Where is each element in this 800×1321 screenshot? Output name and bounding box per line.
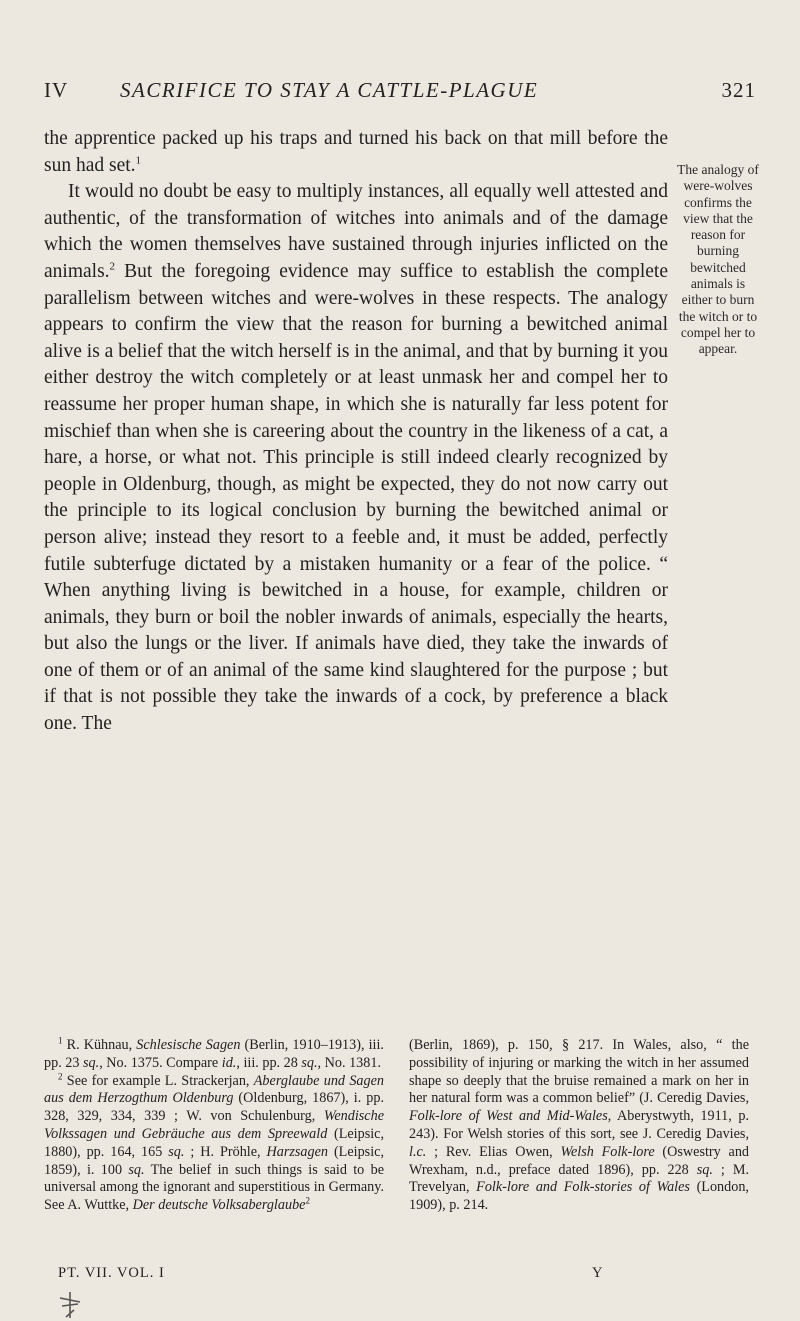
footnote-ref-1: 1 (135, 154, 142, 167)
footnote-1: $^1$ R. Kühnau, Schlesische Sagen (Berlin, 1910–1913), iii. pp. 23 sq., No. 1375. Compare id., iii. pp. 28 sq., No. 1381. (44, 1035, 384, 1071)
paragraph-2: It would no doubt be easy to multiply instances, all equally well attested and authentic, of the transformation of witches into animals and of the damage which the women themselves have sustained through injuries inflicted on the animals.$^2$ But the foregoing evidence may suffice to establish the complete parallelism between witches and were-wolves in these respects. The analogy appears to confirm the view that the reason for burning a bewitched animal alive is a belief that the witch herself is in the animal, and that by burning it you either destroy the witch completely or at least unmask her and compel her to reassume her proper human shape, in which she is naturally far less potent for mischief than when she is careering about the country in the likeness of a cat, a hare, a horse, or what not. This principle is still indeed clearly recognized by people in Oldenburg, though, as might be expected, they do not now carry out the principle to its logical conclusion by burning the bewitched animal or person alive; instead they resort to a feeble and, it must be added, perfectly futile subterfuge dictated by a mistaken humanity or a fear of the police. “ When anything living is bewitched in a house, for example, children or animals, they burn or boil the nobler inwards of animals, especially the hearts, but also the lungs or the liver. If animals have died, they take the inwards of one of them or of an animal of the same kind slaughtered for the purpose ; but if that is not possible they take the inwards of a cock, by preference a black one. The (44, 181, 668, 735)
page-number: 321 (721, 78, 756, 102)
main-text (44, 126, 668, 738)
signature-mark: Y (592, 1265, 604, 1281)
footnote-2: $^2$ See for example L. Strackerjan, Aberglaube und Sagen aus dem Herzogthum Oldenburg (Oldenburg, 1867), i. pp. 328, 329, 334, 339 ; W. von Schulenburg, Wendische Volkssagen und Gebräuche aus dem Spreewald (Leipsic, 1880), pp. 164, 165 sq. ; H. Pröhle, Harzsagen (Leipsic, 1859), i. 100 sq. The belief in such things is said to be universal among the ignorant and superstitious in Germany. See A. Wuttke, Der deutsche Volksaberglaube$^2$ (44, 1070, 385, 1214)
footnotes-right-column (409, 1037, 749, 1215)
signature-left: PT. VII. VOL. I (58, 1265, 165, 1281)
running-head (44, 78, 756, 108)
pencil-mark-icon (40, 1290, 100, 1320)
footnote-2-continued: (Berlin, 1869), p. 150, § 217. In Wales, also, “ the possibility of injuring or marking the witch in her assumed shape so deeply that the bruise remained a mark on her in her natural form was a common belief” (J. Ceredig Davies, Folk-lore of West and Mid-Wales, Aberystwyth, 1911, p. 243). For Welsh stories of this sort, see J. Ceredig Davies, l.c. ; Rev. Elias Owen, Welsh Folk-lore (Oswestry and Wrexham, n.d., preface dated 1896), pp. 228 sq. ; M. Trevelyan, Folk-lore and Folk-stories of Wales (London, 1909), p. 214. (409, 1037, 750, 1214)
footnotes-left-column (44, 1037, 384, 1215)
paragraph-1: the apprentice packed up his traps and turned his back on that mill before the sun had set.$^1$ (44, 128, 668, 176)
chapter-numeral: IV (44, 78, 69, 102)
marginal-note: The analogy of were-wolves confirms the view that the reason for burning bewitched animals is either to burn the witch or to compel her to appear. (677, 162, 759, 357)
running-title: SACRIFICE TO STAY A CATTLE-PLAGUE (120, 78, 539, 102)
footnote-ref-2: 2 (109, 260, 116, 273)
